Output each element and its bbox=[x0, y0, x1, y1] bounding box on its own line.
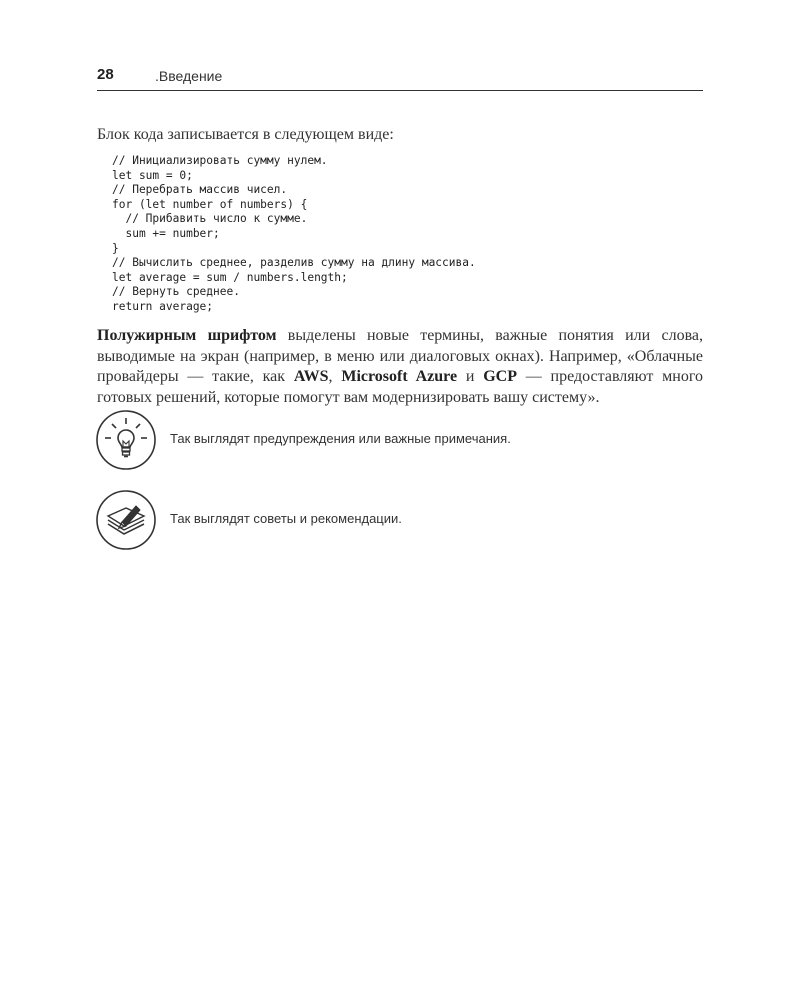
paragraph-text: выделены новые термины, важные понятия или слова, выводимые на экран (например, в меню или диалоговых окнах). Например, «Облачные провайдеры — такие, как bbox=[97, 327, 704, 385]
code-line: // Перебрать массив чисел. bbox=[112, 183, 288, 197]
code-line: } bbox=[112, 241, 119, 255]
bold-term: GCP bbox=[483, 368, 517, 385]
code-line: // Вычислить среднее, разделив сумму на длину массива. bbox=[112, 256, 476, 270]
note-text: Так выглядят советы и рекомендации. bbox=[170, 511, 402, 526]
code-line: let sum = 0; bbox=[112, 168, 193, 182]
intro-text: Блок кода записывается в следующем виде: bbox=[97, 126, 394, 143]
code-line: return average; bbox=[112, 299, 214, 313]
code-line: // Вернуть среднее. bbox=[112, 285, 240, 299]
bold-term: Полужирным шрифтом bbox=[97, 327, 277, 344]
warning-note bbox=[96, 410, 702, 474]
paragraph-text: — предоставляют много готовых решений, которые помогут вам модернизировать вашу систему». bbox=[97, 368, 704, 406]
page-number: 28 bbox=[97, 66, 114, 83]
bold-term: Microsoft Azure bbox=[341, 368, 458, 385]
page-header bbox=[97, 66, 703, 91]
pen-paper-icon bbox=[96, 490, 156, 550]
note-text: Так выглядят предупреждения или важные примечания. bbox=[170, 431, 511, 446]
body-paragraph bbox=[97, 326, 703, 408]
section-title: .Введение bbox=[155, 68, 223, 84]
code-line: sum += number; bbox=[112, 226, 220, 240]
lightbulb-icon bbox=[96, 410, 156, 470]
paragraph-text: , bbox=[328, 368, 342, 385]
bold-term: AWS bbox=[293, 368, 329, 385]
code-line: // Инициализировать сумму нулем. bbox=[112, 154, 328, 167]
code-block bbox=[112, 154, 476, 315]
paragraph-text: и bbox=[457, 368, 484, 385]
code-line: // Прибавить число к сумме. bbox=[112, 212, 308, 226]
code-line: let average = sum / numbers.length; bbox=[112, 270, 348, 284]
tip-note bbox=[96, 490, 702, 554]
code-line: for (let number of numbers) { bbox=[112, 197, 308, 211]
